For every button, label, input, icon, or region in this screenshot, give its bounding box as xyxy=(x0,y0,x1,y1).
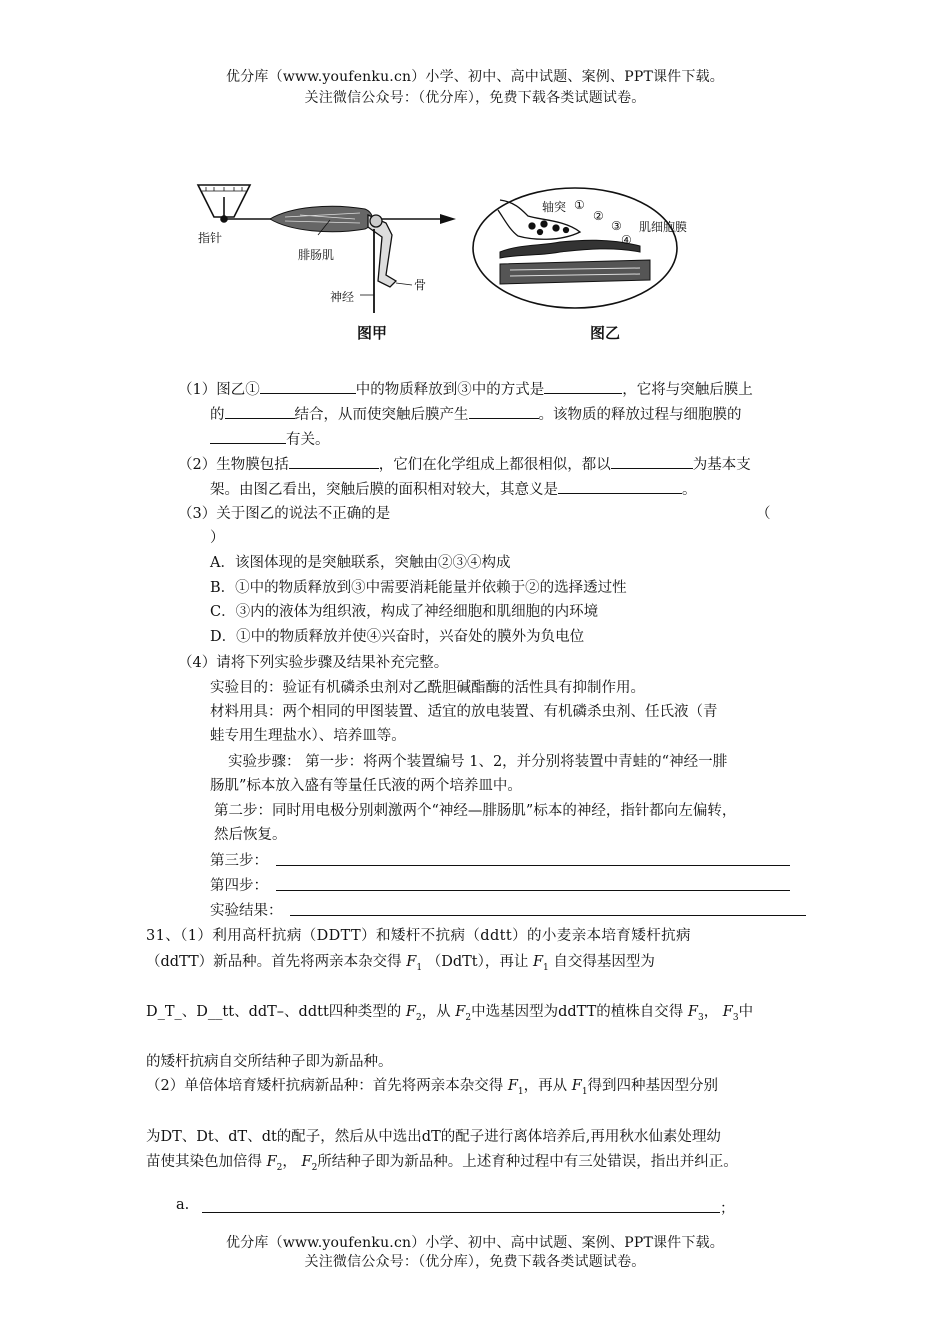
q1-blank-5[interactable] xyxy=(210,428,286,444)
q31-text-5a: （2）单倍体培育矮杆抗病新品种：首先将两亲本杂交得 xyxy=(146,1078,504,1094)
f3-symbol: $F_3$ xyxy=(722,1004,739,1023)
q2-blank-1[interactable] xyxy=(289,453,379,469)
q1-text-d: 的 xyxy=(210,407,225,423)
axon-terminal xyxy=(498,200,580,239)
q31-line-4: 的矮杆抗病自交所结种子即为新品种。 xyxy=(146,1054,393,1070)
q1-text-c: ，它将与突触后膜上 xyxy=(622,382,753,398)
caption-jia: 图甲 xyxy=(357,324,388,342)
q31-a-blank[interactable] xyxy=(202,1212,720,1213)
q31-text-5c: 得到四种基因型分别 xyxy=(587,1078,719,1094)
q4-step3-blank[interactable] xyxy=(276,865,790,866)
f1-symbol: $F_1$ xyxy=(507,1078,524,1097)
q4-result-blank[interactable] xyxy=(290,915,806,916)
figure-jia-diagram xyxy=(190,175,480,345)
q31-line-3 xyxy=(146,1000,753,1023)
q3-option-d: D．①中的物质释放并使④兴奋时，兴奋处的膜外为负电位 xyxy=(210,629,585,645)
q31-text-5b: ，再从 xyxy=(523,1078,568,1094)
q1-line-3 xyxy=(210,428,330,449)
q4-step4-blank[interactable] xyxy=(276,890,790,891)
f3-symbol: $F_3$ xyxy=(687,1004,704,1023)
footer-line-1: 优分库（www.youfenku.cn）小学、初中、高中试题、案例、PPT课件下载。 xyxy=(226,1235,724,1251)
q1-blank-4[interactable] xyxy=(469,403,539,419)
q31-text-7b: ， xyxy=(282,1154,297,1170)
label-n2: ② xyxy=(593,209,604,223)
q4-stem: （4）请将下列实验步骤及结果补充完整。 xyxy=(178,655,449,671)
label-axon: 轴突 xyxy=(542,200,567,214)
label-nerve: 神经 xyxy=(330,290,355,304)
q2-text-c: 为基本支 xyxy=(692,457,751,473)
muscle-fiber xyxy=(500,260,650,284)
q31-line-1: 31、（1）利用高杆抗病（DDTT）和矮杆不抗病（ddtt）的小麦亲本培育矮杆抗病 xyxy=(146,928,691,944)
q4-step3-label: 第三步： xyxy=(210,853,268,869)
q1-text-e: 结合，从而使突触后膜产生 xyxy=(294,407,469,423)
q31-line-5 xyxy=(146,1074,718,1097)
q1-text-g: 有关。 xyxy=(286,432,330,448)
q2-line-2 xyxy=(210,478,697,499)
f2-symbol: $F_2$ xyxy=(455,1004,472,1023)
q2-line-1 xyxy=(178,453,751,474)
q2-text-d: 架。由图乙看出，突触后膜的面积相对较大，其意义是 xyxy=(210,482,558,498)
q1-blank-1[interactable] xyxy=(260,378,356,394)
q1-blank-2[interactable] xyxy=(544,378,622,394)
f1-symbol: $F_1$ xyxy=(406,954,423,973)
q4-purpose: 实验目的：验证有机磷杀虫剂对乙酰胆碱酯酶的活性具有抑制作用。 xyxy=(210,680,645,696)
q31-text-3e: 中 xyxy=(738,1004,754,1020)
arrow-right-icon xyxy=(440,214,456,224)
label-n4: ④ xyxy=(621,233,632,247)
label-bone: 骨 xyxy=(414,278,427,292)
q31-line-7 xyxy=(146,1150,738,1173)
muscle-membrane xyxy=(500,240,640,258)
footer-line-2: 关注微信公众号：（优分库），免费下载各类试题试卷。 xyxy=(304,1254,646,1270)
q2-blank-3[interactable] xyxy=(558,478,682,494)
q1-text-a: （1）图乙① xyxy=(178,382,260,398)
q1-line-2 xyxy=(210,403,742,424)
f1-symbol: $F_1$ xyxy=(532,954,549,973)
q31-text-2c: 自交得基因型为 xyxy=(553,954,655,970)
q3-paren-open: （ xyxy=(756,506,771,522)
bone-shape xyxy=(368,215,396,287)
q4-materials-1: 材料用具：两个相同的甲图装置、适宜的放电装置、有机磷杀虫剂、任氏液（青 xyxy=(210,704,718,720)
q3-option-b: B．①中的物质释放到③中需要消耗能量并依赖于②的选择透过性 xyxy=(210,580,627,596)
q31-text-3b: ，从 xyxy=(421,1004,451,1020)
q4-steps-2: 肠肌”标本放入盛有等量任氏液的两个培养皿中。 xyxy=(210,778,522,794)
q2-text-a: （2）生物膜包括 xyxy=(178,457,289,473)
f2-symbol: $F_2$ xyxy=(266,1154,283,1173)
q31-text-3a: D_T_、D__tt、ddT–、ddtt四种类型的 xyxy=(146,1004,402,1020)
q4-steps-1: 实验步骤： 第一步：将两个装置编号 1、2，并分别将装置中青蛙的“神经一腓 xyxy=(228,754,728,770)
q31-text-7c: 所结种子即为新品种。上述育种过程中有三处错误，指出并纠正。 xyxy=(317,1154,738,1170)
header-line-1: 优分库（www.youfenku.cn）小学、初中、高中试题、案例、PPT课件下载。 xyxy=(226,69,724,85)
q31-text-2b: （DdTt），再让 xyxy=(426,954,529,970)
label-membrane: 肌细胞膜 xyxy=(639,220,688,234)
q2-text-e: 。 xyxy=(682,482,697,498)
f1-symbol: $F_1$ xyxy=(571,1078,588,1097)
q2-blank-2[interactable] xyxy=(611,453,693,469)
q3-paren-close[interactable]: ） xyxy=(210,530,225,546)
q2-text-b: ，它们在化学组成上都很相似，都以 xyxy=(378,457,611,473)
q4-result-label: 实验结果： xyxy=(210,903,283,919)
q31-a-label: a. xyxy=(176,1197,190,1213)
galvanometer-icon xyxy=(198,185,250,222)
q31-text-3c: 中选基因型为ddTT的植株自交得 xyxy=(471,1004,684,1020)
label-n3: ③ xyxy=(611,219,622,233)
q31-line-2 xyxy=(146,950,655,973)
header-line-2: 关注微信公众号：（优分库），免费下载各类试题试卷。 xyxy=(304,90,646,106)
q3-stem: （3）关于图乙的说法不正确的是 xyxy=(178,506,391,522)
label-n1: ① xyxy=(574,198,585,212)
muscle-shape xyxy=(270,206,373,232)
q1-text-f: 。该物质的释放过程与细胞膜的 xyxy=(538,407,742,423)
q1-line-1 xyxy=(178,378,753,399)
q1-text-b: 中的物质释放到③中的方式是 xyxy=(355,382,545,398)
f2-symbol: $F_2$ xyxy=(405,1004,422,1023)
label-pointer: 指针 xyxy=(198,231,223,245)
q3-option-a: A．该图体现的是突触联系，突触由②③④构成 xyxy=(210,555,511,571)
q31-text-2a: （ddTT）新品种。首先将两亲本杂交得 xyxy=(146,954,402,970)
q3-option-c: C．③内的液体为组织液，构成了神经细胞和肌细胞的内环境 xyxy=(210,604,599,620)
label-muscle: 腓肠肌 xyxy=(298,248,335,262)
q31-text-3d: ， xyxy=(703,1004,719,1020)
q4-step2-a: 第二步：同时用电极分别刺激两个“神经—腓肠肌”标本的神经，指针都向左偏转， xyxy=(214,803,737,819)
q31-text-7a: 苗使其染色加倍得 xyxy=(146,1154,262,1170)
q4-materials-2: 蛙专用生理盐水）、培养皿等。 xyxy=(210,728,406,744)
caption-yi: 图乙 xyxy=(590,324,621,342)
q4-step4-label: 第四步： xyxy=(210,878,268,894)
q1-blank-3[interactable] xyxy=(225,403,295,419)
q31-line-6: 为DT、Dt、dT、dt的配子，然后从中选出dT的配子进行离体培养后,再用秋水仙素处理幼 xyxy=(146,1129,721,1145)
q31-a-end: ； xyxy=(720,1201,735,1217)
f2-symbol: $F_2$ xyxy=(301,1154,318,1173)
q4-step2-b: 然后恢复。 xyxy=(214,827,287,843)
